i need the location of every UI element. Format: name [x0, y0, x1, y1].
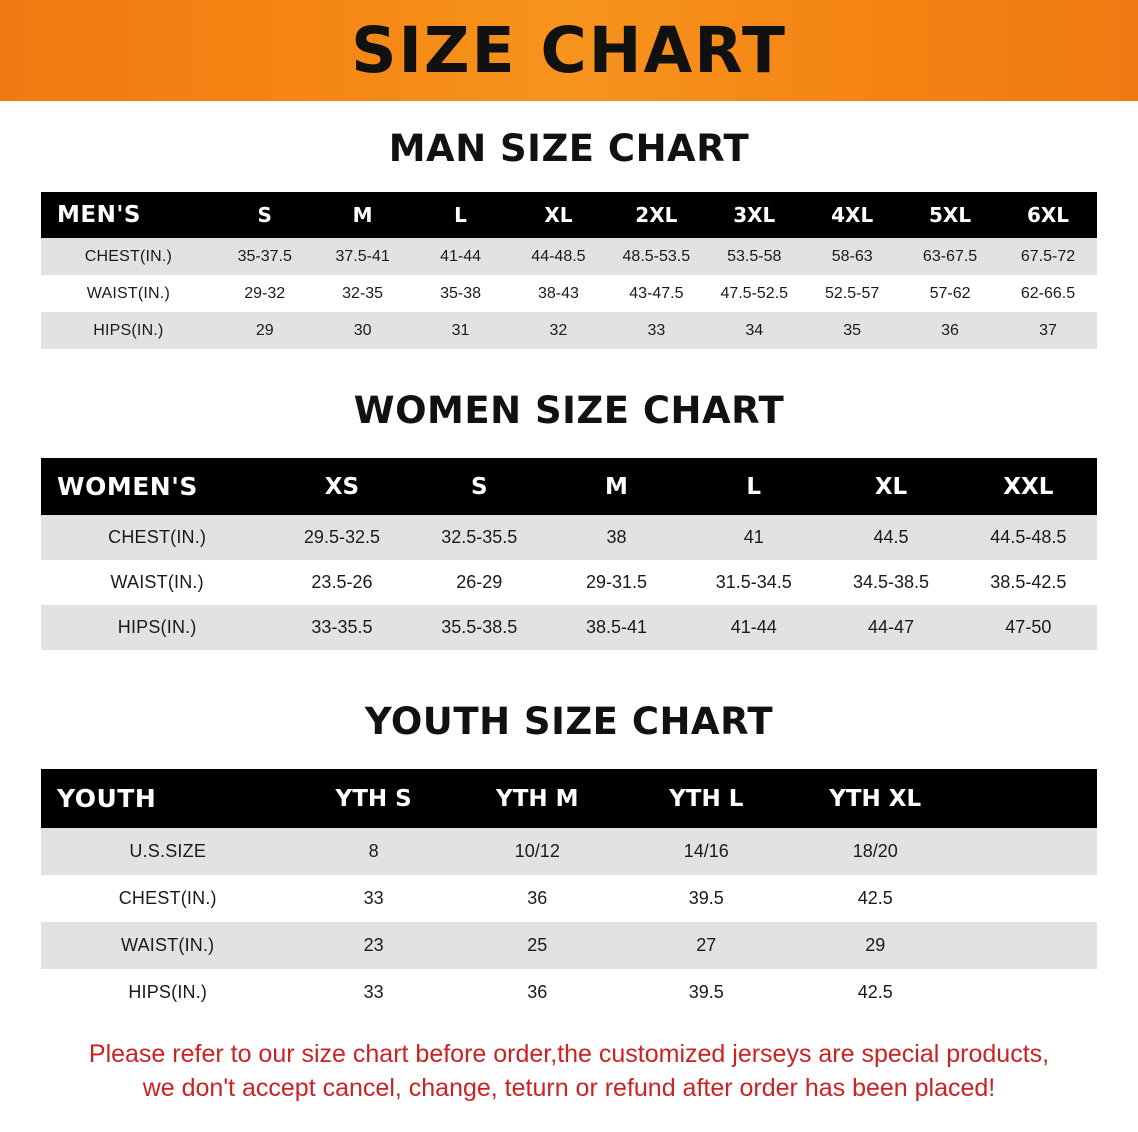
table-cell: 36 [453, 969, 622, 1016]
table-cell: 41-44 [412, 238, 510, 275]
table-cell: 10/12 [453, 828, 622, 875]
women-section-heading: WOMEN SIZE CHART [353, 389, 785, 432]
table-cell-spacer [960, 969, 1097, 1016]
table-row [41, 312, 1097, 349]
table-cell: 38 [548, 515, 685, 560]
column-header: YTH XL [791, 769, 960, 828]
disclaimer-line-2: we don't accept cancel, change, teturn or refund after order has been placed! [142, 1073, 996, 1102]
table-row [41, 515, 1097, 560]
column-header: XS [273, 458, 410, 515]
youth-section-heading: YOUTH SIZE CHART [364, 700, 774, 743]
table-cell: 27 [622, 922, 791, 969]
youth-size-table-wrapper [41, 769, 1097, 1016]
table-row [41, 605, 1097, 650]
column-header: YTH S [294, 769, 452, 828]
youth-size-table [41, 769, 1097, 1016]
table-cell: 35-38 [412, 275, 510, 312]
man-size-table [41, 192, 1097, 349]
table-cell: 43-47.5 [607, 275, 705, 312]
table-cell: 23 [294, 922, 452, 969]
table-cell: 33 [294, 875, 452, 922]
column-header: 4XL [803, 192, 901, 238]
table-cell: 63-67.5 [901, 238, 999, 275]
table-row [41, 828, 1097, 875]
row-label: WAIST(IN.) [41, 275, 216, 312]
table-cell: 32 [509, 312, 607, 349]
row-label: HIPS(IN.) [41, 969, 294, 1016]
table-cell: 36 [901, 312, 999, 349]
row-label: CHEST(IN.) [41, 875, 294, 922]
man-section-heading: MAN SIZE CHART [388, 127, 750, 170]
table-cell: 35 [803, 312, 901, 349]
column-header: XL [822, 458, 959, 515]
table-row [41, 560, 1097, 605]
table-cell: 53.5-58 [705, 238, 803, 275]
table-cell: 47.5-52.5 [705, 275, 803, 312]
table-cell: 39.5 [622, 969, 791, 1016]
table-cell: 34.5-38.5 [822, 560, 959, 605]
column-header: YOUTH [41, 769, 294, 828]
page-title: SIZE CHART [351, 14, 787, 87]
table-cell: 33 [607, 312, 705, 349]
table-cell: 29.5-32.5 [273, 515, 410, 560]
row-label: CHEST(IN.) [41, 238, 216, 275]
man-size-table-wrapper [41, 192, 1097, 349]
column-header: 6XL [999, 192, 1097, 238]
table-cell: 23.5-26 [273, 560, 410, 605]
table-cell: 32.5-35.5 [411, 515, 548, 560]
table-cell: 8 [294, 828, 452, 875]
column-header: WOMEN'S [41, 458, 273, 515]
column-header: L [685, 458, 822, 515]
column-header: XL [509, 192, 607, 238]
column-header: 2XL [607, 192, 705, 238]
disclaimer-note [41, 1038, 1097, 1106]
table-cell: 25 [453, 922, 622, 969]
row-label: HIPS(IN.) [41, 312, 216, 349]
table-cell: 67.5-72 [999, 238, 1097, 275]
table-cell: 33-35.5 [273, 605, 410, 650]
table-cell: 37.5-41 [314, 238, 412, 275]
table-cell: 31 [412, 312, 510, 349]
table-row [41, 875, 1097, 922]
column-header: 5XL [901, 192, 999, 238]
table-cell: 37 [999, 312, 1097, 349]
table-cell: 44.5 [822, 515, 959, 560]
table-header-row [41, 769, 1097, 828]
table-cell: 44-47 [822, 605, 959, 650]
column-header: XXL [960, 458, 1097, 515]
table-header-row [41, 458, 1097, 515]
column-header: S [411, 458, 548, 515]
table-cell: 44.5-48.5 [960, 515, 1097, 560]
table-cell: 35-37.5 [216, 238, 314, 275]
table-cell: 42.5 [791, 875, 960, 922]
table-cell: 39.5 [622, 875, 791, 922]
row-label: WAIST(IN.) [41, 560, 273, 605]
table-cell: 41 [685, 515, 822, 560]
column-header: M [548, 458, 685, 515]
table-cell: 18/20 [791, 828, 960, 875]
table-cell: 52.5-57 [803, 275, 901, 312]
column-header: S [216, 192, 314, 238]
table-row [41, 238, 1097, 275]
column-header: MEN'S [41, 192, 216, 238]
table-cell: 38.5-41 [548, 605, 685, 650]
table-cell: 48.5-53.5 [607, 238, 705, 275]
table-cell: 41-44 [685, 605, 822, 650]
column-header: YTH L [622, 769, 791, 828]
table-cell: 29-32 [216, 275, 314, 312]
women-size-table-wrapper [41, 458, 1097, 650]
table-row [41, 969, 1097, 1016]
table-cell-spacer [960, 828, 1097, 875]
table-cell: 29 [216, 312, 314, 349]
row-label: WAIST(IN.) [41, 922, 294, 969]
table-header-row [41, 192, 1097, 238]
women-size-table [41, 458, 1097, 650]
table-cell: 38.5-42.5 [960, 560, 1097, 605]
table-cell: 35.5-38.5 [411, 605, 548, 650]
table-cell: 14/16 [622, 828, 791, 875]
table-cell: 34 [705, 312, 803, 349]
table-cell: 58-63 [803, 238, 901, 275]
disclaimer-line-1: Please refer to our size chart before order,the customized jerseys are special products, [88, 1040, 1050, 1068]
table-cell-spacer [960, 922, 1097, 969]
table-cell: 38-43 [509, 275, 607, 312]
table-cell: 62-66.5 [999, 275, 1097, 312]
table-cell-spacer [960, 875, 1097, 922]
table-cell: 36 [453, 875, 622, 922]
table-cell: 57-62 [901, 275, 999, 312]
row-label: HIPS(IN.) [41, 605, 273, 650]
column-header: M [314, 192, 412, 238]
table-row [41, 275, 1097, 312]
column-header: YTH M [453, 769, 622, 828]
row-label: CHEST(IN.) [41, 515, 273, 560]
table-row [41, 922, 1097, 969]
table-cell: 26-29 [411, 560, 548, 605]
column-header: 3XL [705, 192, 803, 238]
table-cell: 42.5 [791, 969, 960, 1016]
table-cell: 33 [294, 969, 452, 1016]
column-header: L [412, 192, 510, 238]
row-label: U.S.SIZE [41, 828, 294, 875]
table-cell: 32-35 [314, 275, 412, 312]
table-cell: 29-31.5 [548, 560, 685, 605]
column-header-spacer [960, 769, 1097, 828]
banner [0, 0, 1138, 101]
table-cell: 31.5-34.5 [685, 560, 822, 605]
table-cell: 29 [791, 922, 960, 969]
table-cell: 30 [314, 312, 412, 349]
table-cell: 44-48.5 [509, 238, 607, 275]
table-cell: 47-50 [960, 605, 1097, 650]
